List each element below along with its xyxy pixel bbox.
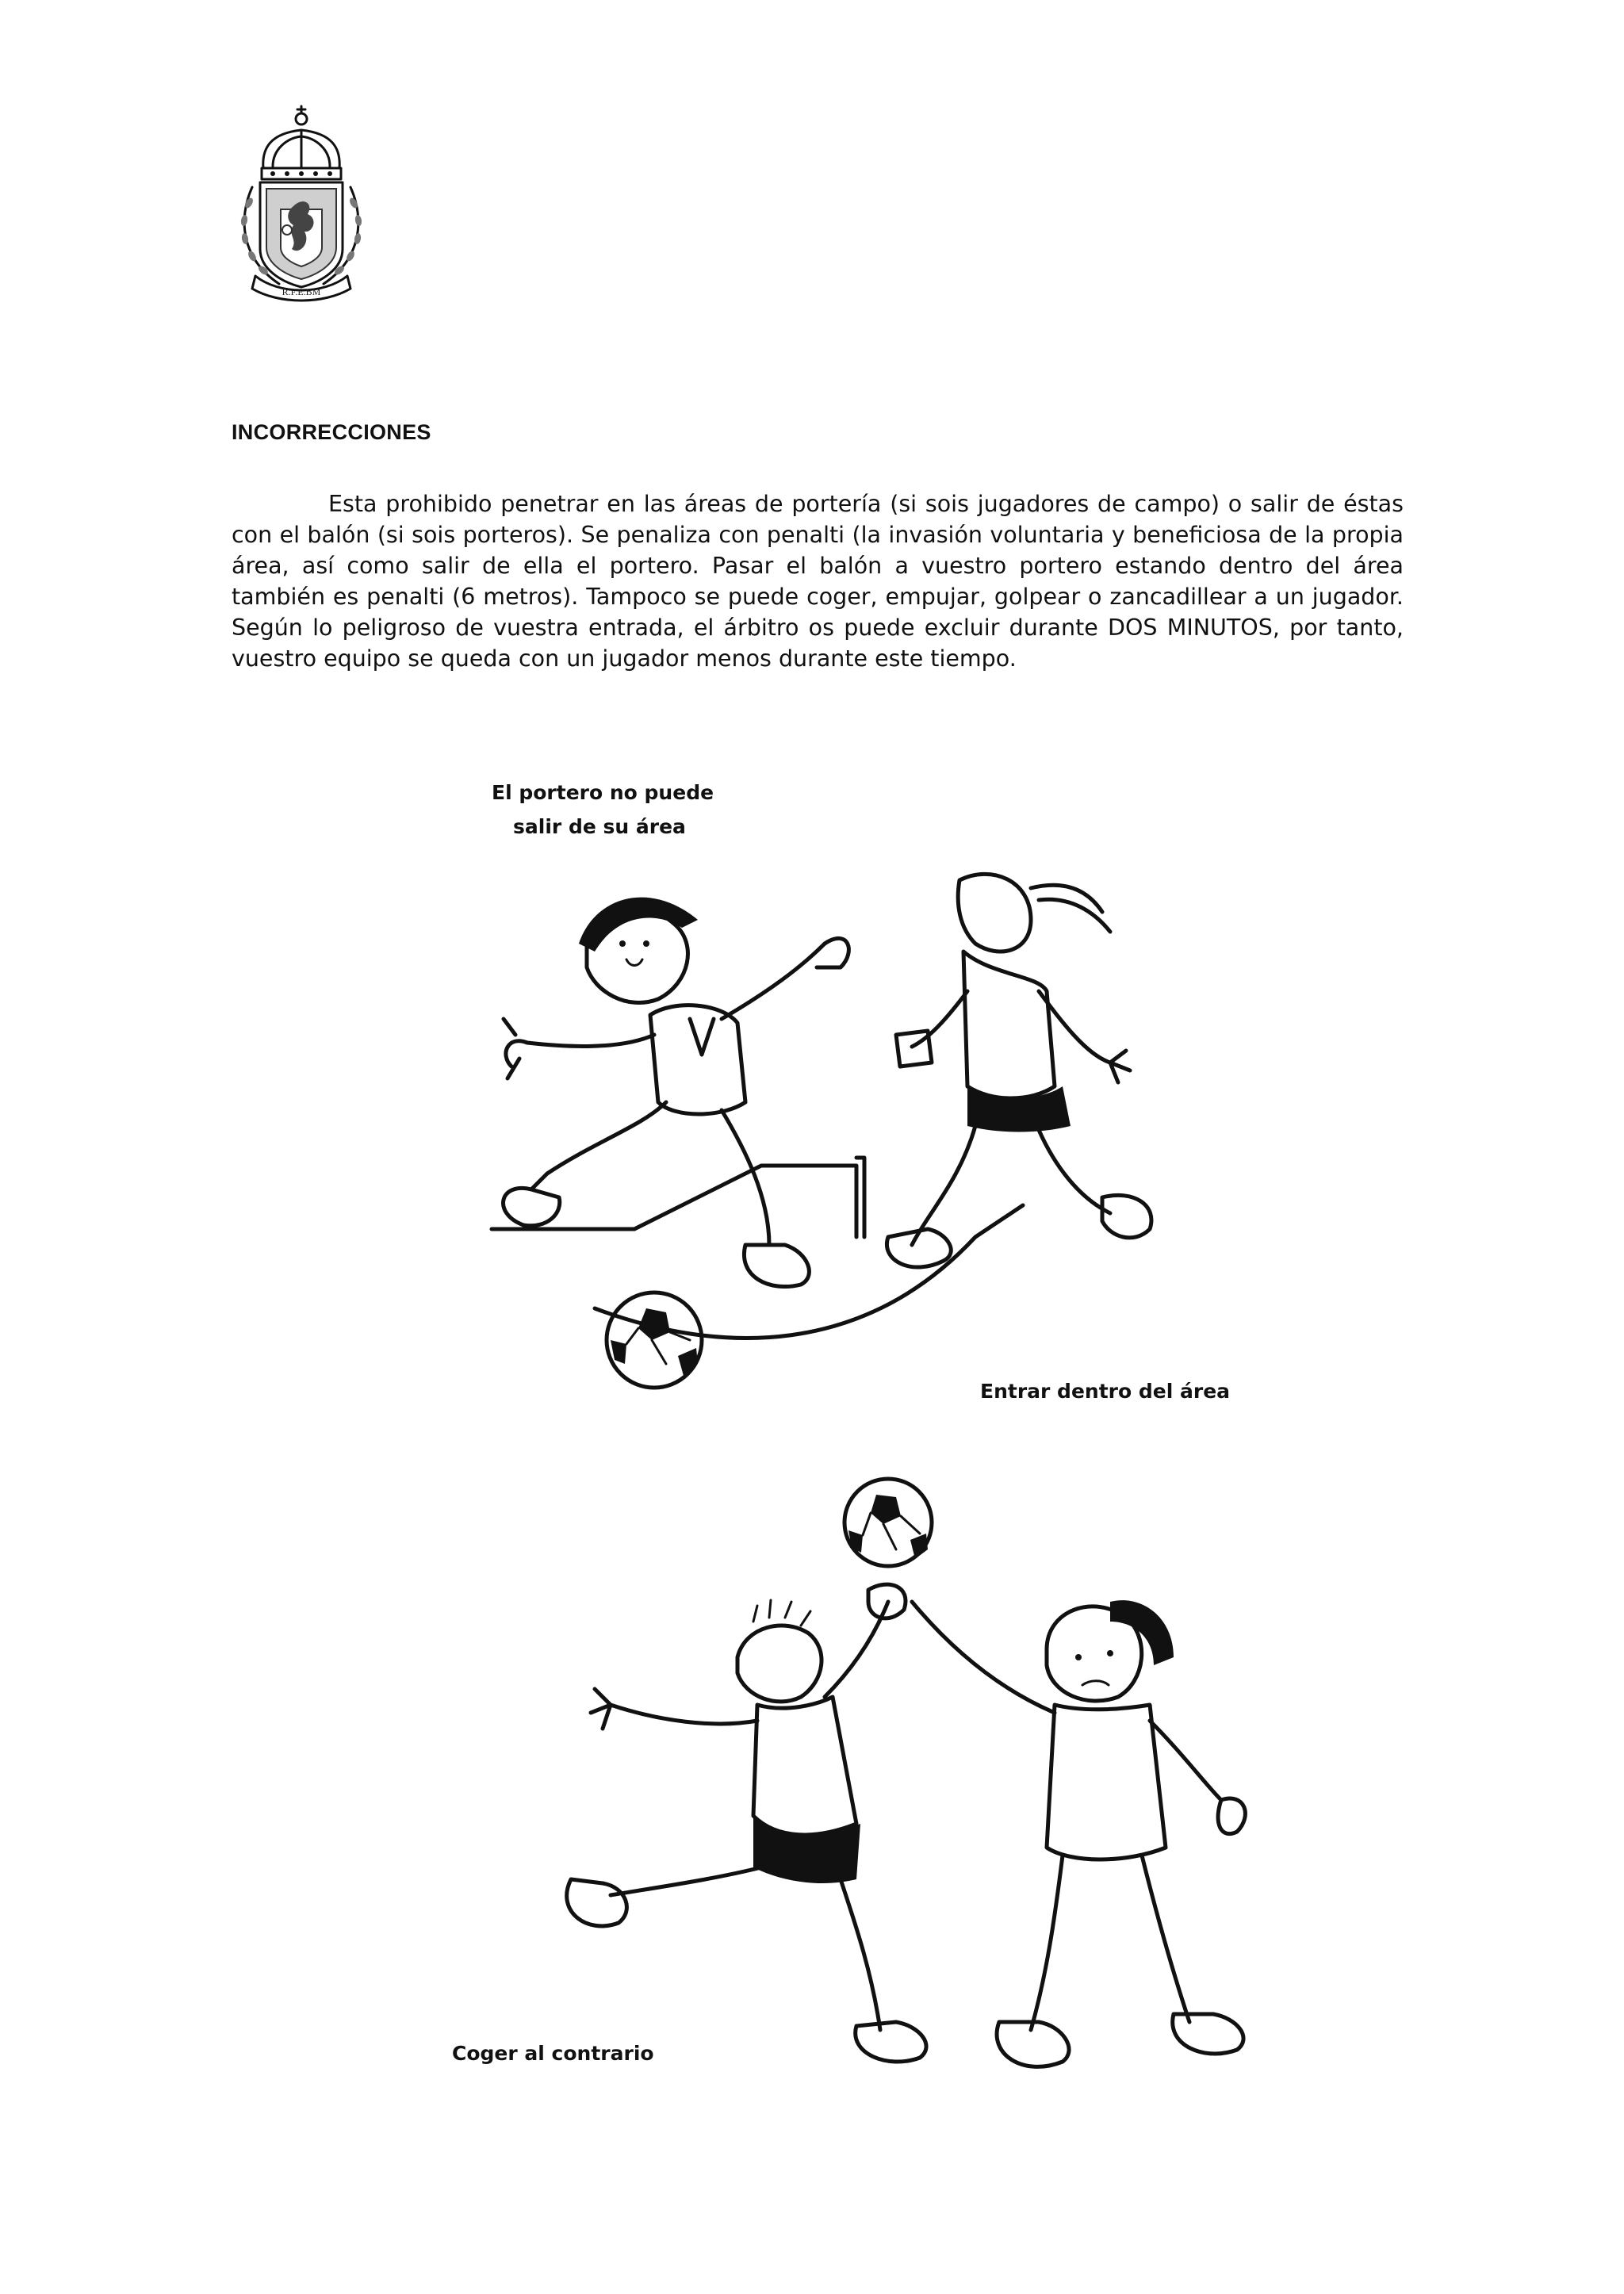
caption-portero (492, 776, 714, 844)
caption-portero-line-2: salir de su área (513, 815, 686, 838)
caption-entrar: Entrar dentro del área (980, 1380, 1231, 1403)
illustration-holding-opponent (555, 1467, 1269, 2125)
section-heading: INCORRECCIONES (232, 420, 431, 444)
ball-icon (845, 1479, 932, 1566)
crest-motto: R.F.E.BM (282, 286, 321, 297)
illustration-area-violations (484, 864, 1229, 1404)
caption-coger: Coger al contrario (452, 2042, 654, 2065)
left-player-figure (567, 1584, 926, 2062)
right-player-figure (912, 1600, 1245, 2066)
ball-icon (607, 1293, 702, 1388)
federation-crest-logo (232, 100, 371, 304)
crown-icon (262, 106, 341, 179)
shield-icon (260, 182, 343, 287)
caption-portero-line-1: El portero no puede (492, 781, 714, 804)
body-paragraph: Esta prohibido penetrar en las áreas de portería (si sois jugadores de campo) o salir de éstas con el balón (si sois porteros). Se penaliza con penalti (la invasión voluntaria y beneficiosa de la propia área, así como salir de ella el portero. Pasar el balón a vuestro portero estando dentro del área también es penalti (6 metros). Tampoco se puede coger, empujar, golpear o zancadillear a un jugador. Según lo peligroso de vuestra entrada, el árbitro os puede excluir durante DOS MINUTOS, por tanto, vuestro equipo se queda con un jugador menos durante este tiempo. (232, 491, 1404, 672)
